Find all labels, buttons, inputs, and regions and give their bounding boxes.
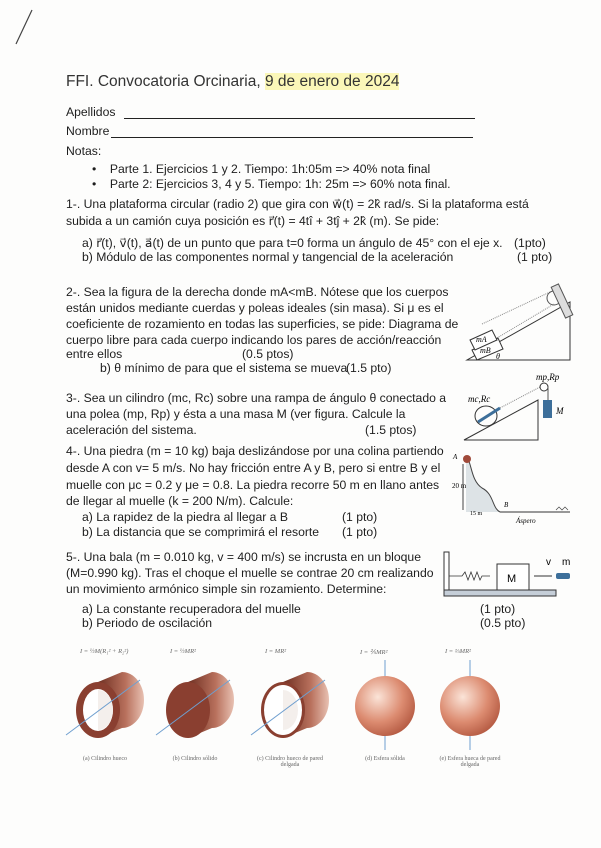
- sphere-icon: [425, 660, 515, 750]
- q1-text: 1-. Una plataforma circular (radio 2) que gira con w⃗(t) = 2k̂ rad/s. Si la plataforma está: [66, 197, 529, 211]
- notas-label: Notas:: [66, 144, 102, 158]
- svg-text:M: M: [507, 573, 517, 585]
- q4-b: b) La distancia que se comprimirá el resorte: [82, 525, 320, 539]
- q5-b: b) Periodo de oscilación: [82, 616, 213, 630]
- inertia-formula: I = ½MR²: [170, 648, 197, 655]
- svg-text:20 m: 20 m: [452, 482, 467, 490]
- note-item: • Parte 1. Ejercicios 1 y 2. Tiempo: 1h:05m => 40% nota final: [92, 162, 431, 176]
- q5-b-points: (0.5 pto): [480, 616, 526, 630]
- hill-figure: [450, 450, 580, 530]
- spring-block-figure: [440, 550, 590, 600]
- q2-b: b) θ mínimo de para que el sistema se mueva: [100, 361, 348, 375]
- nombre-field[interactable]: [111, 137, 473, 138]
- q3-text: 3-. Sea un cilindro (mc, Rc) sobre una rampa de ángulo θ conectado a: [66, 391, 447, 405]
- inertia-formula: I = ½M(R₁² + R₂²): [80, 648, 129, 655]
- svg-text:A: A: [453, 453, 458, 461]
- apellidos-field[interactable]: [124, 118, 475, 119]
- q4-text: desde A con v= 5 m/s. No hay fricción entre A y B, pero si entre B y el: [66, 461, 441, 475]
- inertia-formula: I = MR²: [265, 648, 287, 655]
- inertia-caption: (b) Cilindro sólido: [172, 756, 218, 762]
- q5-text: (M=0.990 kg). Tras el choque el muelle se contrae 20 cm realizando: [66, 566, 434, 580]
- svg-text:v: v: [546, 557, 551, 568]
- q1-a: a) r⃗(t), v⃗(t), a⃗(t) de un punto que para t=0 forma un ángulo de 45° con el eje x.: [82, 236, 503, 250]
- q5-text: 5-. Una bala (m = 0.010 kg, v = 400 m/s) se incrusta en un bloque: [66, 550, 421, 564]
- q1-text: subida a un camión cuya posición es r⃗(t) = 4tî + 3tĵ + 2k̂ (m). Se pide:: [66, 214, 440, 228]
- cylinder-icon: [60, 660, 150, 750]
- q1-b-points: (1 pto): [517, 250, 553, 264]
- exam-title: FFI. Convocatoria Orcinaria, 9 de enero de 2024: [66, 73, 400, 90]
- svg-text:mA: mA: [476, 335, 487, 344]
- cylinder-ramp-figure: [460, 372, 580, 444]
- inertia-caption: (a) Cilindro hueco: [83, 756, 127, 762]
- inertia-formula: I = ⅖MR²: [360, 649, 388, 656]
- q3-text: aceleración del sistema.: [66, 423, 197, 437]
- q2-points: (0.5 ptos): [242, 347, 294, 361]
- svg-text:M: M: [556, 406, 564, 416]
- q3-text: una polea (mp, Rp) y ésta a una masa M (ver figura. Calcule la: [66, 407, 406, 421]
- q2-b-points: (1.5 pto): [346, 361, 392, 375]
- svg-text:mB: mB: [480, 346, 491, 355]
- svg-text:B: B: [504, 501, 509, 509]
- q2-text: coeficiente de rozamiento en todas las superficies, se pide: Diagrama de: [66, 317, 459, 331]
- q1-a-points: (1pto): [514, 236, 546, 250]
- q4-text: de llegar al muelle (k = 200 N/m). Calcule:: [66, 494, 294, 508]
- q3-points: (1.5 ptos): [365, 423, 417, 437]
- q4-text: 4-. Una piedra (m = 10 kg) baja deslizándose por una colina partiendo: [66, 444, 444, 458]
- q1-b: b) Módulo de las componentes normal y tangencial de la aceleración: [82, 250, 454, 264]
- svg-text:mc,Rc: mc,Rc: [468, 394, 491, 404]
- svg-text:Áspero: Áspero: [516, 517, 536, 525]
- sphere-icon: [340, 660, 430, 750]
- q5-text: un movimiento armónico simple sin rozamiento. Determine:: [66, 582, 387, 596]
- svg-text:θ: θ: [496, 352, 500, 361]
- q4-a: a) La rapidez de la piedra al llegar a B: [82, 510, 288, 524]
- apellidos-label: Apellidos: [66, 105, 116, 119]
- q2-text: 2-. Sea la figura de la derecha donde mA<mB. Nótese que los cuerpos: [66, 285, 449, 299]
- cylinder-icon: [150, 660, 240, 750]
- q4-text: muelle con μc = 0.2 y μe = 0.8. La piedra recorre 50 m en llano antes: [66, 478, 440, 492]
- q5-a: a) La constante recuperadora del muelle: [82, 602, 301, 616]
- q4-a-points: (1 pto): [342, 510, 378, 524]
- pen-mark: [10, 8, 40, 48]
- q2-text: cuerpo libre para cada cuerpo indicando los pares de acción/reacción: [66, 333, 442, 347]
- inertia-caption: (c) Cilindro hueco de pared delgada: [257, 756, 323, 768]
- q4-b-points: (1 pto): [342, 525, 378, 539]
- svg-text:mp,Rp: mp,Rp: [536, 372, 560, 382]
- incline-blocks-figure: [462, 282, 582, 366]
- inertia-caption: (d) Esfera sólida: [365, 756, 405, 762]
- nombre-label: Nombre: [66, 124, 110, 138]
- q2-text: entre ellos: [66, 347, 123, 361]
- inertia-formula: I = ⅔MR²: [445, 648, 472, 655]
- inertia-caption: (e) Esfera hueca de pared delgada: [439, 756, 501, 768]
- note-item: • Parte 2: Ejercicios 3, 4 y 5. Tiempo: 1h: 25m => 60% nota final.: [92, 177, 451, 191]
- svg-text:m: m: [562, 557, 571, 568]
- svg-text:15 m: 15 m: [470, 511, 483, 517]
- q2-text: están unidos mediante cuerdas y poleas ideales (sin masa). Si μ es el: [66, 301, 444, 315]
- q5-a-points: (1 pto): [480, 602, 516, 616]
- cylinder-icon: [245, 660, 335, 750]
